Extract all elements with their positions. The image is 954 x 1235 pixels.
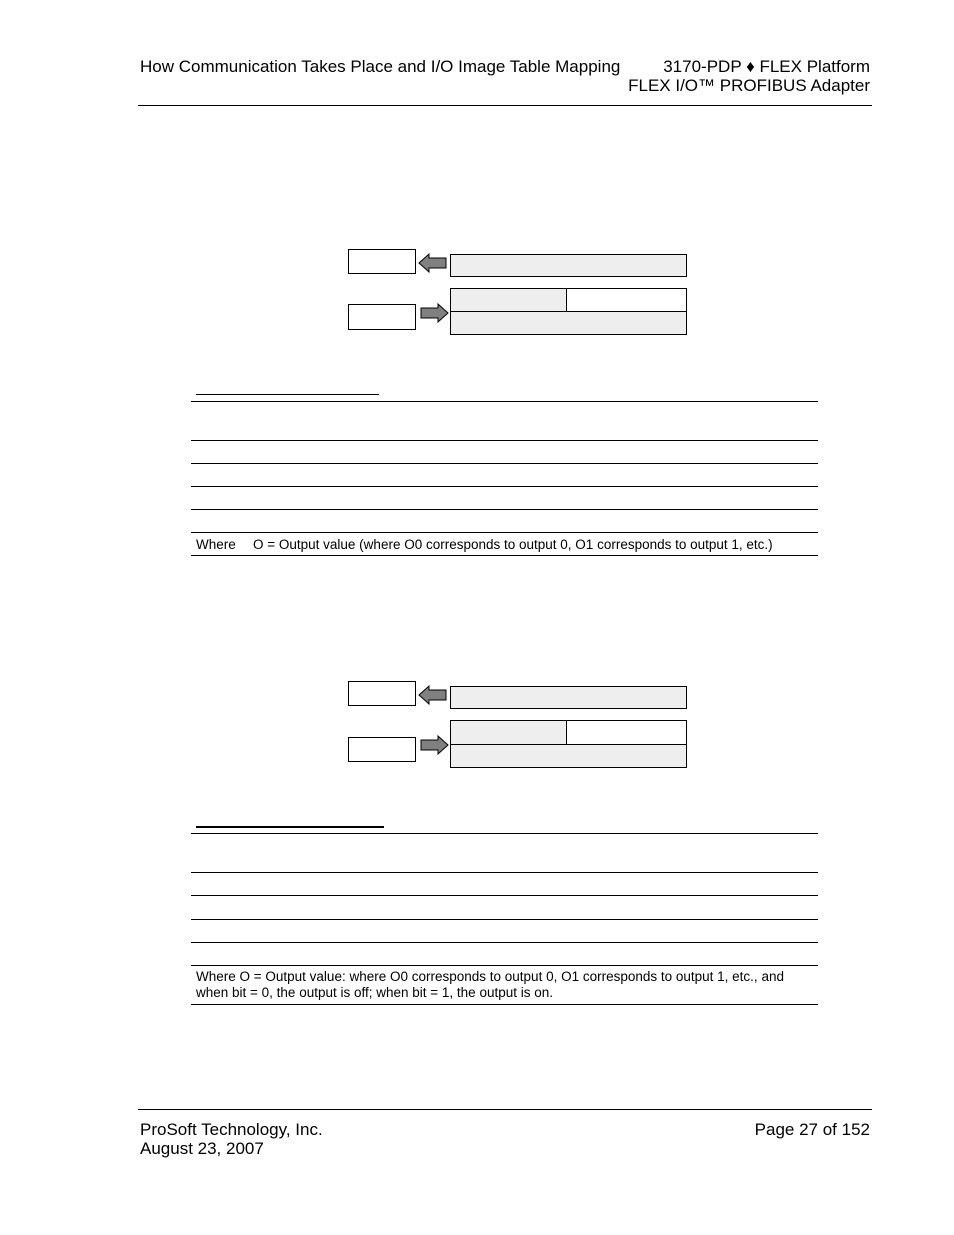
table-2-note-line1: Where O = Output value: where O0 corresponds to output 0, O1 corresponds to output 1, etc., and xyxy=(196,969,784,984)
diagram-1-output-word-high xyxy=(566,288,687,312)
diagram-2-output-word-high xyxy=(566,720,687,745)
table-1-row-rule xyxy=(191,463,818,464)
diagram-2-input-box xyxy=(348,681,416,706)
table-1-header-rule xyxy=(191,440,818,441)
table-1-caption-underline xyxy=(196,394,379,395)
right-arrow-icon xyxy=(420,735,450,755)
table-1-row-rule xyxy=(191,532,818,533)
table-2-row-rule xyxy=(191,942,818,943)
left-arrow-icon xyxy=(418,685,448,705)
header-product-line1: 3170-PDP ♦ FLEX Platform xyxy=(663,57,870,76)
diagram-2-config-word xyxy=(450,744,687,768)
diagram-1-output-box xyxy=(348,304,416,330)
footer-rule xyxy=(138,1109,872,1110)
table-2-note-line2: when bit = 0, the output is off; when bit = 1, the output is on. xyxy=(196,985,553,1000)
table-1-note-text: O = Output value (where O0 corresponds to output 0, O1 corresponds to output 1, etc.) xyxy=(253,537,773,552)
diagram-2-output-box xyxy=(348,737,416,762)
table-2-row-rule xyxy=(191,965,818,966)
table-1-top-rule xyxy=(191,401,818,402)
footer-date: August 23, 2007 xyxy=(140,1139,264,1158)
diagram-1-config-word xyxy=(450,311,687,335)
right-arrow-icon xyxy=(420,303,450,323)
diagram-2-status-word xyxy=(450,686,687,709)
header-product-line2: FLEX I/O™ PROFIBUS Adapter xyxy=(628,76,870,95)
diagram-2-output-word-low xyxy=(450,720,567,745)
diagram-1-output-word-low xyxy=(450,288,567,312)
diagram-1-input-box xyxy=(348,249,416,274)
table-2-caption-underline xyxy=(196,826,384,828)
diagram-1-status-word xyxy=(450,254,687,277)
header-section-title: How Communication Takes Place and I/O Image Table Mapping xyxy=(140,57,621,76)
table-2-top-rule xyxy=(191,833,818,834)
table-2-row-rule xyxy=(191,895,818,896)
table-2-bottom-rule xyxy=(191,1004,818,1005)
table-1-note-where: Where xyxy=(196,537,236,552)
table-2-row-rule xyxy=(191,919,818,920)
header-rule xyxy=(138,105,872,106)
left-arrow-icon xyxy=(418,253,448,273)
table-1-bottom-rule xyxy=(191,555,818,556)
table-2-header-rule xyxy=(191,872,818,873)
footer-page-number: Page 27 of 152 xyxy=(754,1120,870,1139)
table-1-row-rule xyxy=(191,486,818,487)
footer-company: ProSoft Technology, Inc. xyxy=(140,1120,323,1139)
table-1-row-rule xyxy=(191,509,818,510)
